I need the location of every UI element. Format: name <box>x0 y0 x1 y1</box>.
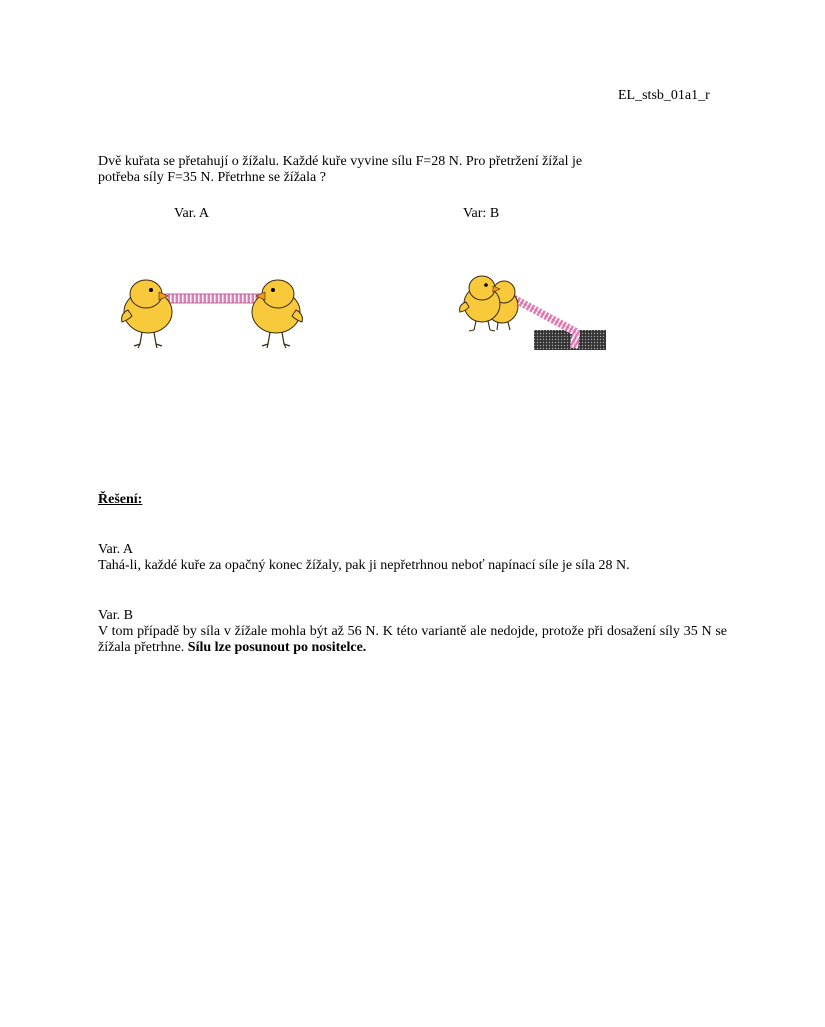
variant-b-text: V tom případě by síla v žížale mohla být až 56 N. K této variantě ale nedojde, protože při dosažení síly 35 N se žížala přetrhne. <box>98 624 727 655</box>
variant-b-bold-text: Sílu lze posunout po nositelce. <box>187 640 367 655</box>
problem-statement <box>98 154 698 186</box>
document-id: EL_stsb_01a1_r <box>618 88 710 103</box>
chick-left-icon <box>122 280 172 348</box>
figure-label-b: Var: B <box>463 206 500 221</box>
chick-front-icon <box>460 276 500 331</box>
variant-a-heading: Var. A <box>98 542 133 557</box>
figure-label-a: Var. A <box>174 206 209 221</box>
variant-a-text: Tahá-li, každé kuře za opačný konec žížaly, pak ji nepřetrhnou neboť napínací síle je síla 28 N. <box>98 558 630 573</box>
chick-right-icon <box>252 280 302 348</box>
problem-line-2: potřeba síly F=35 N. Přetrhne se žížala ? <box>98 170 326 185</box>
figure-variant-a <box>114 272 310 354</box>
worm <box>158 294 264 303</box>
figure-variant-b <box>452 266 612 356</box>
variant-b-paragraph <box>98 624 727 656</box>
variant-b-heading: Var. B <box>98 608 133 623</box>
problem-line-1: Dvě kuřata se přetahují o žížalu. Každé kuře vyvine sílu F=28 N. Pro přetržení žížal je <box>98 154 583 169</box>
solution-title: Řešení: <box>98 492 143 507</box>
